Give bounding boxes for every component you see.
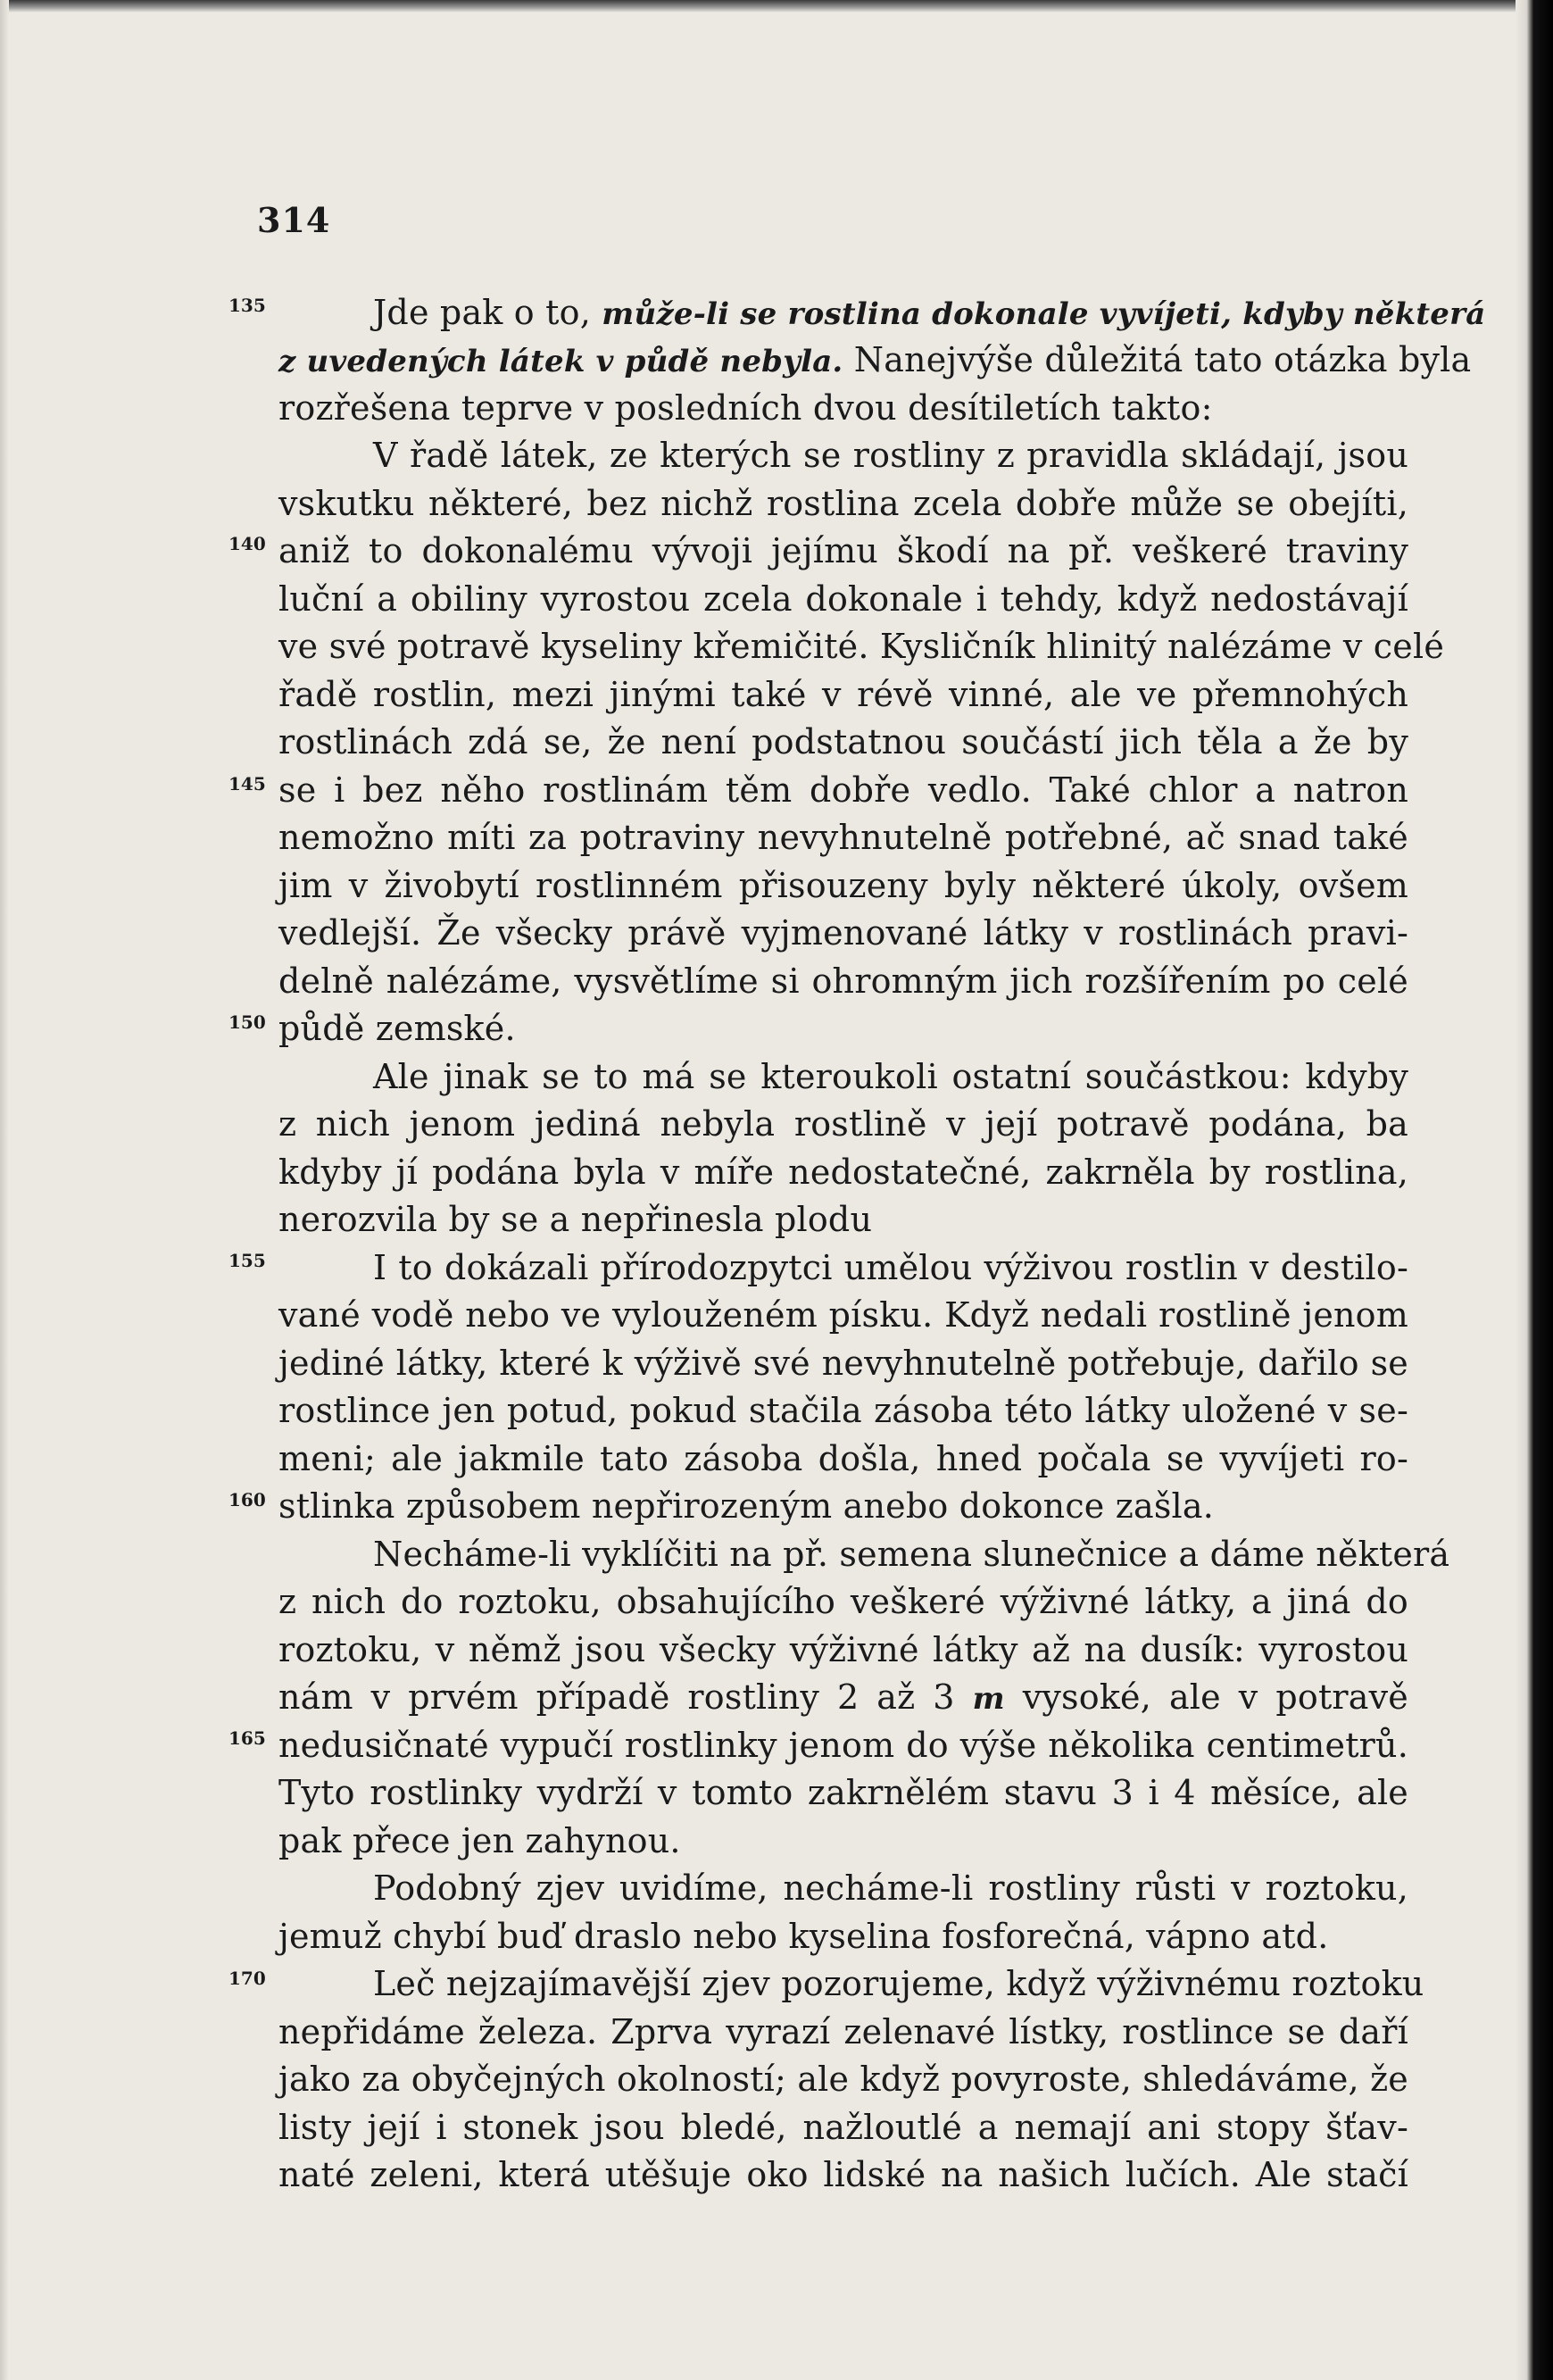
- line-number-165: 165: [228, 1727, 266, 1749]
- text-line: jako za obyčejných okolností; ale když povyroste, shledáváme, že: [278, 2060, 1408, 2099]
- text-line: pak přece jen zahynou.: [278, 1821, 681, 1860]
- text-line: luční a obiliny vyrostou zcela dokonale i tehdy, když nedostávají: [278, 579, 1408, 619]
- line-number-135: 135: [228, 295, 266, 316]
- text-line: Jde pak o to, může-li se rostlina dokonale vyvíjeti, kdyby některá: [373, 293, 1486, 332]
- line-number-145: 145: [228, 773, 266, 795]
- text-line: ve své potravě kyseliny křemičité. Kysličník hlinitý nalézáme v celé: [278, 627, 1445, 666]
- text-line: Ale jinak se to má se kteroukoli ostatní součástkou: kdyby: [373, 1057, 1408, 1096]
- text-line: vskutku některé, bez nichž rostlina zcela dobře může se obejíti,: [278, 484, 1408, 523]
- text-line: V řadě látek, ze kterých se rostliny z pravidla skládají, jsou: [373, 436, 1408, 475]
- text-line: jediné látky, které k výživě své nevyhnutelně potřebuje, dařilo se: [278, 1344, 1408, 1383]
- line-number-150: 150: [228, 1011, 266, 1033]
- text-line: půdě zemské.: [278, 1009, 516, 1048]
- text-line: delně nalézáme, vysvětlíme si ohromným jich rozšířením po celé: [278, 961, 1408, 1001]
- line-number-170: 170: [228, 1968, 266, 1989]
- text-line: nemožno míti za potraviny nevyhnutelně potřebné, ač snad také: [278, 818, 1408, 857]
- text-line: vedlejší. Že všecky právě vyjmenované látky v rostlinách pravi-: [278, 913, 1408, 953]
- text-line: z nich do roztoku, obsahujícího veškeré výživné látky, a jiná do: [278, 1582, 1408, 1621]
- text-line: řadě rostlin, mezi jinými také v révě vinné, ale ve přemnohých: [278, 675, 1408, 714]
- text-line: z uvedených látek v půdě nebyla. Nanejvýše důležitá tato otázka byla: [278, 340, 1472, 379]
- text-line: z nich jenom jediná nebyla rostlině v její potravě podána, ba: [278, 1104, 1408, 1144]
- text-line: rostlince jen potud, pokud stačila zásoba této látky uložené v se-: [278, 1391, 1408, 1430]
- text-line: I to dokázali přírodozpytci umělou výživou rostlin v destilo-: [373, 1248, 1408, 1287]
- line-number-160: 160: [228, 1489, 266, 1510]
- text-line: nerozvila by se a nepřinesla plodu: [278, 1200, 873, 1239]
- text-line: Tyto rostlinky vydrží v tomto zakrnělém stavu 3 i 4 měsíce, ale: [278, 1773, 1408, 1812]
- scan-edge-right: [1516, 0, 1553, 2380]
- text-line: Podobný zjev uvidíme, necháme-li rostliny růsti v roztoku,: [373, 1868, 1408, 1908]
- line-number-140: 140: [228, 533, 266, 554]
- text-line: aniž to dokonalému vývoji jejímu škodí na př. veškeré traviny: [278, 531, 1408, 570]
- text-line: roztoku, v němž jsou všecky výživné látky až na dusík: vyrostou: [278, 1630, 1408, 1669]
- text-line: stlinka způsobem nepřirozeným anebo dokonce zašla.: [278, 1486, 1215, 1526]
- text-line: listy její i stonek jsou bledé, nažloutlé a nemají ani stopy šťav-: [278, 2108, 1408, 2147]
- text-line: rostlinách zdá se, že není podstatnou součástí jich těla a že by: [278, 722, 1408, 761]
- text-line: meni; ale jakmile tato zásoba došla, hned počala se vyvíjeti ro-: [278, 1439, 1408, 1478]
- text-line: Leč nejzajímavější zjev pozorujeme, když výživnému roztoku: [373, 1964, 1424, 2003]
- line-number-155: 155: [228, 1250, 266, 1271]
- text-line: nedusičnaté vypučí rostlinky jenom do výše několika centimetrů.: [278, 1726, 1408, 1765]
- page-number: 314: [257, 200, 331, 240]
- text-line: nepřidáme železa. Zprva vyrazí zelenavé lístky, rostlince se daří: [278, 2012, 1408, 2051]
- scan-edge-top: [0, 0, 1553, 12]
- text-line: kdyby jí podána byla v míře nedostatečné, zakrněla by rostlina,: [278, 1153, 1408, 1192]
- text-line: rozřešena teprve v posledních dvou desítiletích takto:: [278, 388, 1213, 428]
- text-line: naté zeleni, která utěšuje oko lidské na našich lučích. Ale stačí: [278, 2155, 1408, 2194]
- text-line: se i bez něho rostlinám těm dobře vedlo. Také chlor a natron: [278, 770, 1408, 810]
- text-line: vané vodě nebo ve vylouženém písku. Když nedali rostlině jenom: [278, 1295, 1408, 1335]
- text-line: jemuž chybí buď draslo nebo kyselina fosforečná, vápno atd.: [278, 1917, 1329, 1956]
- text-line: nám v prvém případě rostliny 2 až 3 m vysoké, ale v potravě: [278, 1677, 1408, 1717]
- scan-edge-left: [0, 0, 9, 2380]
- text-line: Necháme-li vyklíčiti na př. semena slunečnice a dáme některá: [373, 1535, 1450, 1574]
- text-line: jim v živobytí rostlinném přisouzeny byly některé úkoly, ovšem: [278, 866, 1408, 905]
